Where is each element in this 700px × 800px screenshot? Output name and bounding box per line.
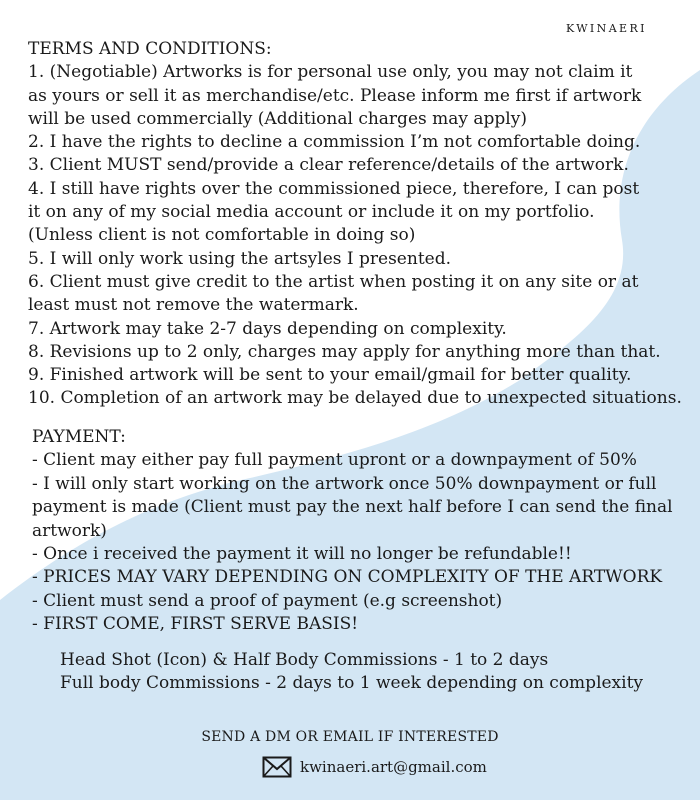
terms-line: 8. Revisions up to 2 only, charges may apply for anything more than that. bbox=[28, 341, 661, 362]
brand-name: KWINAERI bbox=[566, 22, 647, 35]
payment-line: - I will only start working on the artwork once 50% downpayment or full bbox=[32, 473, 657, 494]
terms-line: 7. Artwork may take 2-7 days depending on complexity. bbox=[28, 318, 507, 339]
duration-line: Full body Commissions - 2 days to 1 week depending on complexity bbox=[60, 673, 644, 693]
terms-line: 5. I will only work using the artsyles I presented. bbox=[28, 248, 451, 269]
commission-durations bbox=[60, 649, 643, 695]
terms-line: 6. Client must give credit to the artist when posting it on any site or at bbox=[28, 271, 639, 292]
terms-line: 1. (Negotiable) Artworks is for personal use only, you may not claim it bbox=[28, 62, 633, 83]
terms-line: it on any of my social media account or include it on my portfolio. bbox=[28, 202, 595, 223]
terms-section bbox=[28, 38, 693, 411]
email-address[interactable]: kwinaeri.art@gmail.com bbox=[300, 758, 487, 776]
envelope-icon bbox=[262, 756, 292, 778]
terms-line: 2. I have the rights to decline a commission I’m not comfortable doing. bbox=[28, 132, 641, 153]
payment-line: payment is made (Client must pay the next half before I can send the final bbox=[32, 497, 673, 518]
payment-line: - Client may either pay full payment upront or a downpayment of 50% bbox=[32, 450, 637, 471]
payment-heading: PAYMENT: bbox=[32, 427, 126, 447]
terms-line: as yours or sell it as merchandise/etc. Please inform me first if artwork bbox=[28, 85, 642, 106]
payment-line: - Once i received the payment it will no longer be refundable!! bbox=[32, 544, 572, 565]
terms-line: least must not remove the watermark. bbox=[28, 295, 359, 316]
payment-line: artwork) bbox=[32, 520, 107, 541]
terms-line: (Unless client is not comfortable in doing so) bbox=[28, 225, 416, 246]
payment-section bbox=[32, 426, 694, 637]
duration-line: Head Shot (Icon) & Half Body Commissions - 1 to 2 days bbox=[60, 650, 549, 670]
email-contact[interactable] bbox=[262, 756, 487, 778]
payment-line: - FIRST COME, FIRST SERVE BASIS! bbox=[32, 614, 359, 635]
terms-line: 9. Finished artwork will be sent to your email/gmail for better quality. bbox=[28, 365, 632, 386]
terms-line: 10. Completion of an artwork may be delayed due to unexpected situations. bbox=[28, 388, 682, 409]
payment-line: - Client must send a proof of payment (e.g screenshot) bbox=[32, 590, 503, 611]
terms-heading: TERMS AND CONDITIONS: bbox=[28, 39, 272, 59]
terms-line: 3. Client MUST send/provide a clear reference/details of the artwork. bbox=[28, 155, 629, 176]
terms-line: will be used commercially (Additional charges may apply) bbox=[28, 108, 527, 129]
terms-line: 4. I still have rights over the commissioned piece, therefore, I can post bbox=[28, 178, 640, 199]
payment-line: - PRICES MAY VARY DEPENDING ON COMPLEXITY OF THE ARTWORK bbox=[32, 567, 663, 588]
call-to-action: SEND A DM OR EMAIL IF INTERESTED bbox=[201, 729, 499, 745]
